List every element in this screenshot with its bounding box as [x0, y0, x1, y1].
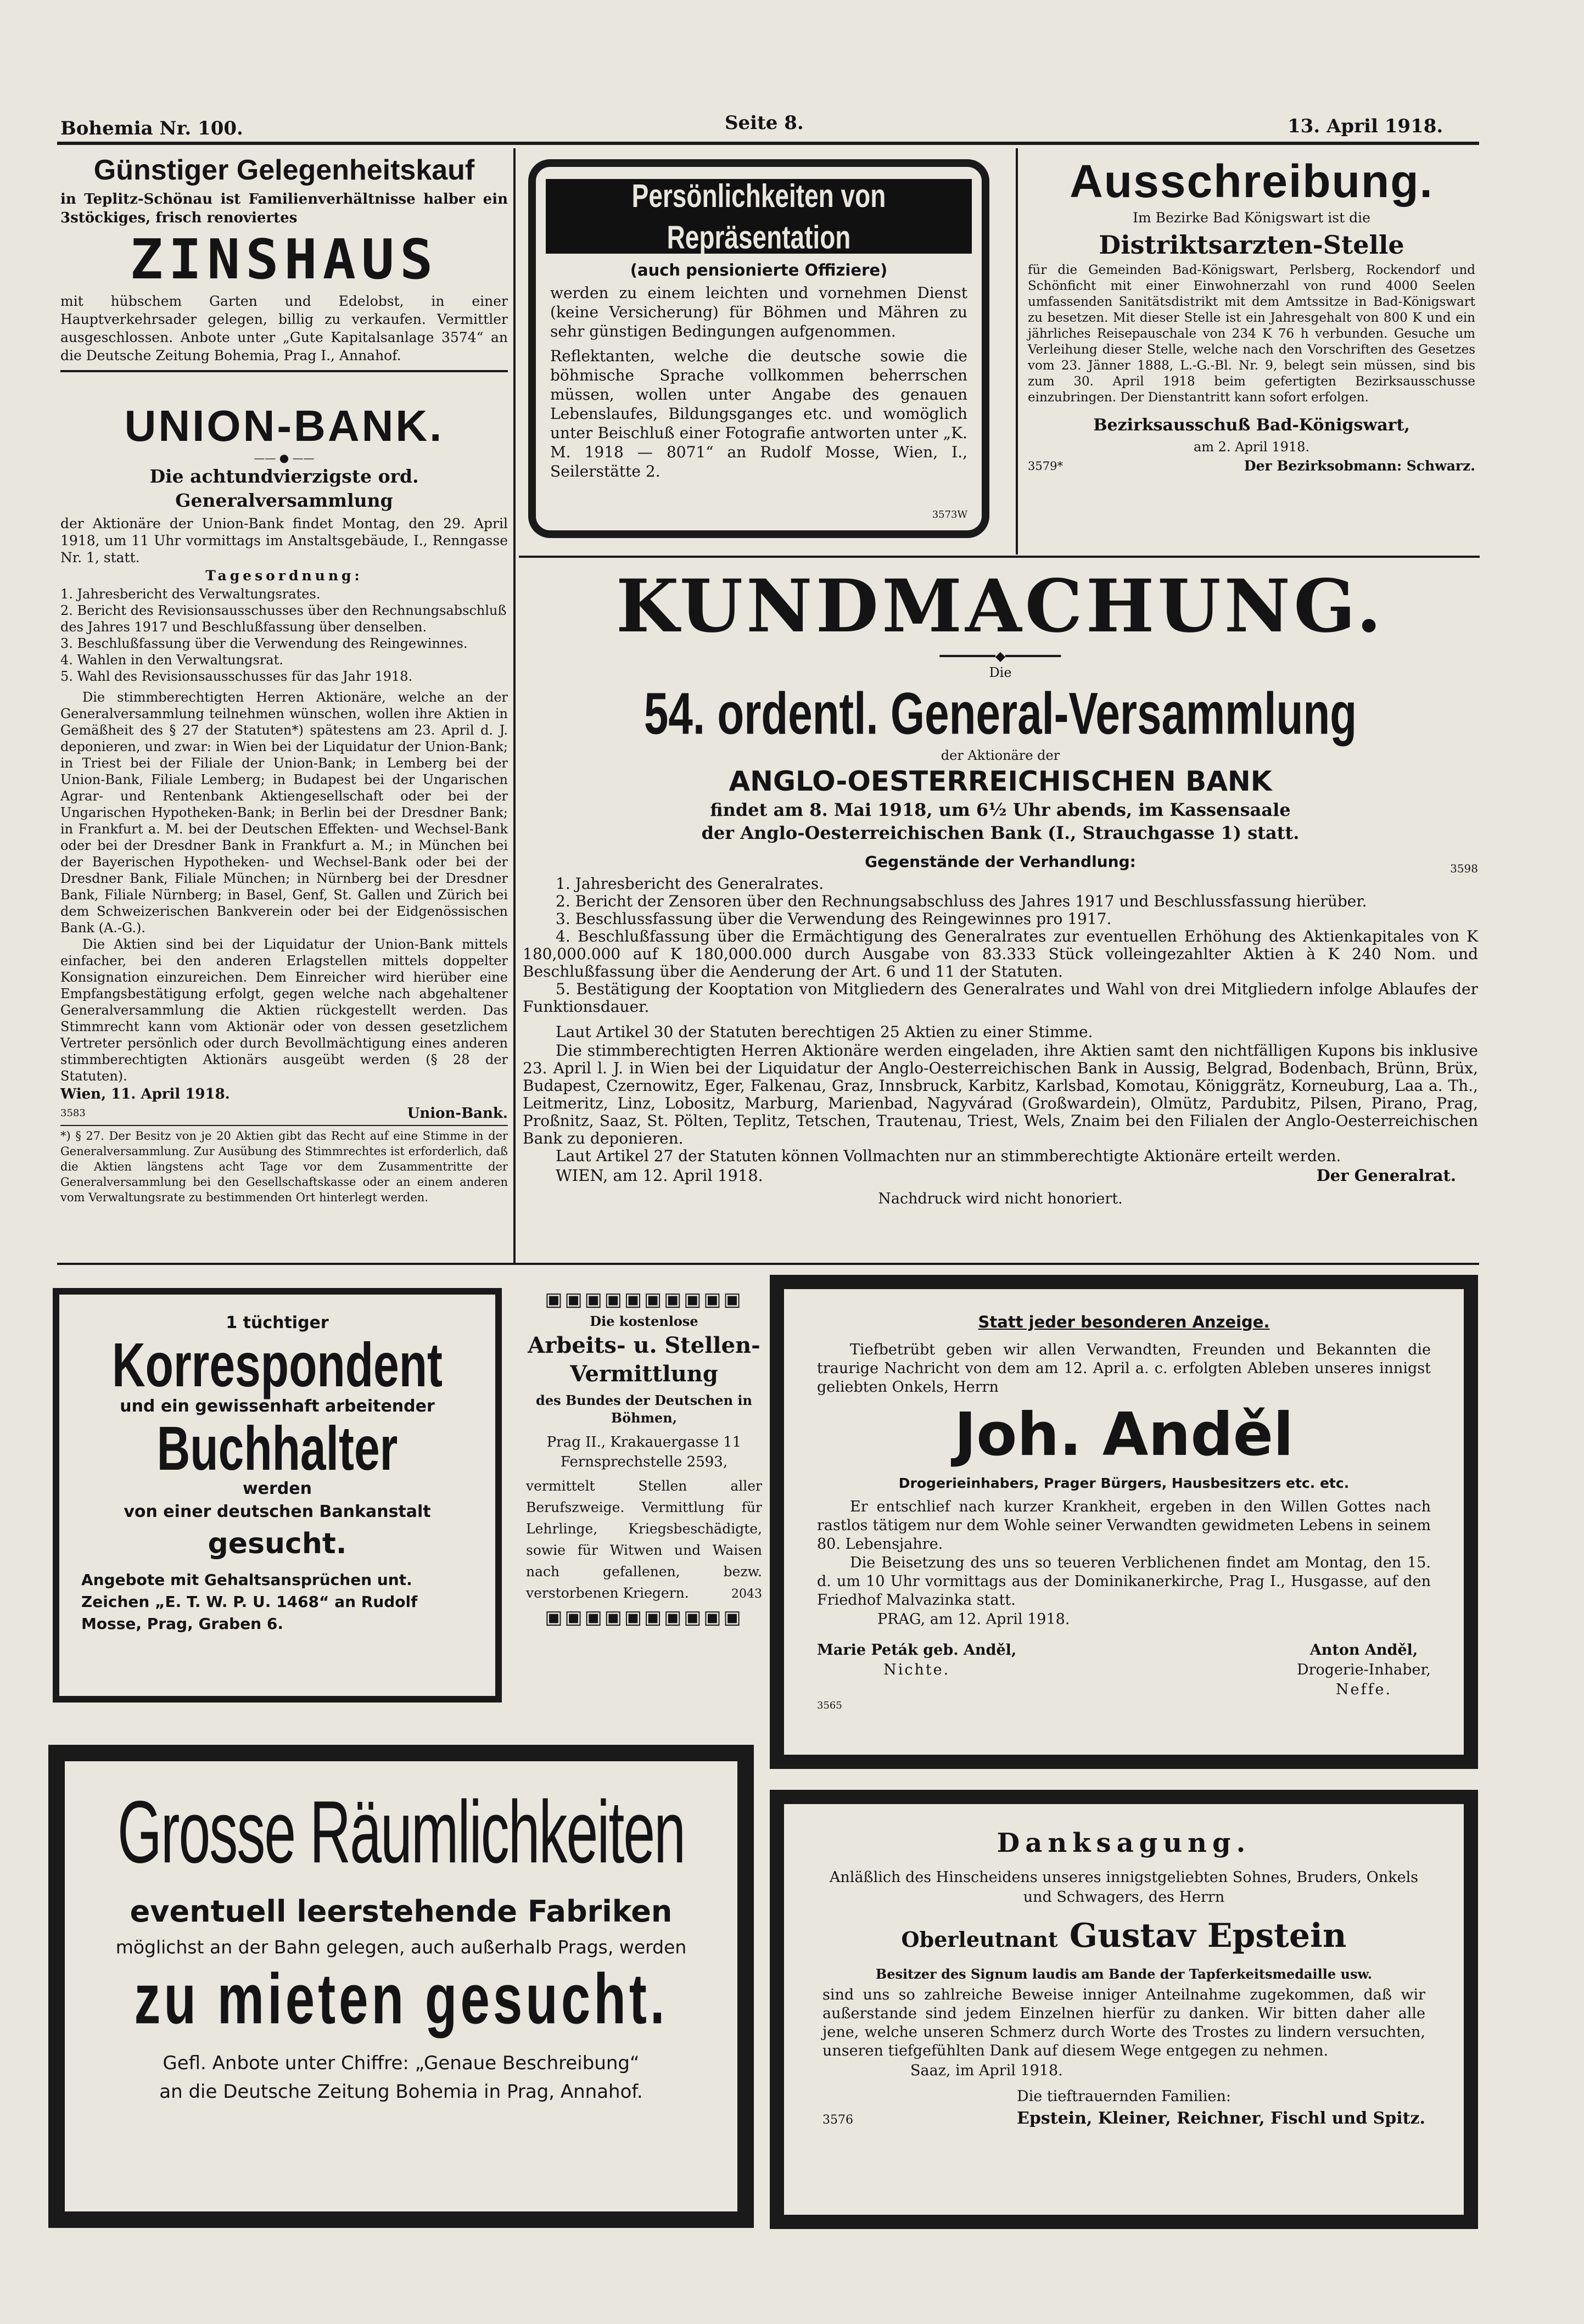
ausschreibung-ad — [1028, 154, 1475, 476]
raeumlichkeiten-title2: zu mieten gesucht. — [134, 1959, 668, 2039]
raeumlichkeiten-line2: möglichst an der Bahn gelegen, auch außerhalb Prags, werden — [115, 1936, 687, 1958]
kundmachung-line1: der Aktionäre der — [941, 748, 1060, 763]
danksagung-line-end: Die tieftrauernden Familien: — [1016, 2088, 1232, 2105]
vermittlung-body: vermittelt Stellen aller Berufszweige. Vermittlung für Lehrlinge, Kriegsbeschädigte, sowie für Witwen und Waisen nach gefallenen, bezw. verstorbenen Kriegern. — [526, 1478, 762, 1601]
ausschreibung-date: am 2. April 1918. — [1193, 439, 1310, 455]
kundmachung-note: Nachdruck wird nicht honoriert. — [878, 1190, 1123, 1207]
column-rule-right — [1016, 148, 1018, 555]
andel-banner-text: Statt jeder besonderen Anzeige. — [978, 1313, 1270, 1331]
andel-body2: Er entschlief nach kurzer Krankheit, ergeben in den Willen Gottes nach rastlos tätigem nur dem Wohle seiner Verwandten gewidmeten Lebens in seinem 80. Lebensjahre. — [817, 1498, 1431, 1553]
andel-banner — [817, 1311, 1431, 1333]
union-bank-agenda-item: 1. Jahresbericht des Verwaltungsrates. — [60, 586, 321, 602]
raeumlichkeiten-title-wrap — [89, 1783, 713, 1882]
kundmachung-para1: Laut Artikel 30 der Statuten berechtigen 25 Aktien zu einer Stimme. — [556, 1023, 1093, 1041]
andel-sig1-name: Marie Peták geb. Anděl, — [817, 1642, 1017, 1659]
kundmachung-line2: findet am 8. Mai 1918, um 6½ Uhr abends, im Kassensaale — [710, 799, 1291, 820]
raeumlichkeiten-title: Grosse Räumlichkeiten — [117, 1783, 685, 1882]
ausschreibung-title: Ausschreibung. — [1070, 155, 1434, 207]
kundmachung-die: Die — [989, 665, 1012, 680]
representation-code: 3573W — [932, 509, 967, 520]
andel-name: Joh. Anděl — [954, 1401, 1294, 1469]
korrespondent-body: Angebote mit Gehaltsansprüchen unt. Zeichen „E. T. W. P. U. 1468“ an Rudolf Mosse, Prag, Graben 6. — [81, 1571, 418, 1633]
vermittlung-pattern-top: ▣▣▣▣▣▣▣▣▣▣ — [545, 1289, 743, 1311]
union-bank-agenda-title: Tagesordnung: — [205, 568, 363, 584]
zinshaus-intro: in Teplitz-Schönau ist Familienverhältnisse halber ein 3stöckiges, frisch renoviertes — [60, 191, 508, 226]
vermittlung-code: 2043 — [731, 1587, 762, 1601]
union-bank-agenda — [60, 586, 508, 685]
kundmachung-subtitle: 54. ordentl. General-Versammlung — [643, 680, 1357, 747]
union-bank-intro: der Aktionäre der Union-Bank findet Montag, den 29. April 1918, um 11 Uhr vormittags im Anstaltsgebäude, I., Renngasse Nr. 1, statt. — [60, 516, 508, 565]
danksagung-code: 3576 — [822, 2113, 853, 2127]
andel-sig2-role: Drogerie-Inhaber, — [1296, 1661, 1431, 1678]
representation-body2: Reflektanten, welche die deutsche sowie die böhmische Sprache vollkommen beherrschen müssen, wollen unter Angabe des genauen Lebenslaufes, Bildungsganges etc. und womöglich unter Beischluß einer Fotografie antworten unter „K. M. 1918 — 8071“ an Rudolf Mosse, Wien, I., Seilerstätte 2. — [550, 347, 967, 480]
kundmachung-agenda-item: 5. Bestätigung der Kooptation von Mitgliedern des Generalrates und Wahl von drei Mitgliedern infolge Ablaufes der Funktionsdauer. — [523, 980, 1478, 1016]
raeumlichkeiten-line4: an die Deutsche Zeitung Bohemia in Prag, Annahof. — [159, 2081, 643, 2103]
kundmachung-para3: Laut Artikel 27 der Statuten können Vollmachten nur an stimmberechtigte Aktionäre erteilt werden. — [556, 1147, 1341, 1165]
kundmachung-signature: Der Generalrat. — [1316, 1166, 1456, 1185]
union-bank-agenda-item: 3. Beschlußfassung über die Verwendung des Reingewinnes. — [60, 636, 468, 651]
andel-signature-left — [817, 1640, 1016, 1700]
union-bank-agenda-item: 5. Wahl des Revisionsausschusses für das Jahr 1918. — [60, 669, 413, 684]
union-bank-code: 3583 — [60, 1107, 86, 1119]
zinshaus-ad — [60, 154, 508, 372]
danksagung-name: Gustav Epstein — [1069, 1917, 1347, 1955]
ausschreibung-closing: Der Bezirksobmann: Schwarz. — [1244, 458, 1475, 474]
union-bank-ad — [60, 401, 508, 1205]
andel-obituary — [770, 1275, 1478, 1769]
ausschreibung-sign-row — [1028, 456, 1475, 476]
kundmachung-ad — [523, 565, 1478, 1209]
danksagung-families-row — [822, 2107, 1425, 2131]
zinshaus-title-text: ZINSHAUS — [130, 227, 439, 292]
kundmachung-subtitle-wrap — [523, 681, 1478, 747]
andel-subtitle: Drogerieinhabers, Prager Bürgers, Hausbesitzers etc. etc. — [898, 1475, 1350, 1491]
korrespondent-title3: gesucht. — [208, 1527, 347, 1560]
union-bank-sign-row — [60, 1084, 508, 1104]
andel-body: Tiefbetrübt geben wir allen Verwandten, Freunden und Bekannten die traurige Nachricht von dem am 12. April a. c. erfolgten Ableben unseres innigst geliebten Onkels, Herrn — [817, 1341, 1431, 1396]
korrespondent-line4: von einer deutschen Bankanstalt — [124, 1502, 431, 1521]
danksagung-name-prefix: Oberleutnant — [901, 1927, 1058, 1952]
union-bank-ornament: —— ● —— — [254, 451, 315, 464]
korrespondent-title2: Buchhalter — [156, 1413, 398, 1483]
kundmachung-agenda-item: 4. Beschlußfassung über die Ermächtigung des Generalrates zur eventuellen Erhöhung des Aktienkapitales von K 180,000.000 auf K 180,000.000 durch Ausgabe von 83.333 Stück volleingezahlter Aktien à K 240 Nom. und Beschlußfassung über die Aenderung der Art. 6 und 11 der Statuten. — [523, 927, 1478, 981]
kundmachung-title: KUNDMACHUNG. — [615, 564, 1385, 649]
kundmachung-code: 3598 — [1450, 862, 1478, 875]
zinshaus-body: mit hübschem Garten und Edelobst, in einer Hauptverkehrsader gelegen, billig zu verkaufen. Vermittler ausgeschlossen. Anbote unter „Gute Kapitalsanlage 3574“ an die Deutsche Zeitung Bohemia, Prag I., Annahof. — [60, 293, 508, 363]
kundmachung-agenda-item: 2. Bericht der Zensoren über den Rechnungsabschluss des Jahres 1917 und Beschlussfassung hierüber. — [556, 892, 1367, 910]
union-bank-agenda-item: 2. Bericht des Revisionsausschusses über den Rechnungsabschluß des Jahres 1917 und Beschlußfassung über denselben. — [60, 603, 507, 635]
kundmachung-agenda-item: 3. Beschlussfassung über die Verwendung des Reingewinnes pro 1917. — [556, 910, 1112, 928]
representation-subtitle: (auch pensionierte Offiziere) — [630, 261, 888, 279]
union-bank-title: UNION-BANK. — [124, 401, 444, 450]
ausschreibung-subtitle: Distriktsarzten-Stelle — [1099, 230, 1404, 260]
andel-sig2-rel: Neffe. — [1335, 1681, 1392, 1698]
vermittlung-pattern-bottom: ▣▣▣▣▣▣▣▣▣▣ — [545, 1606, 743, 1628]
union-bank-footnote: *) § 27. Der Besitz von je 20 Aktien gibt das Recht auf eine Stimme in der Generalversammlung. Zur Ausübung des Stimmrechtes ist erforderlich, daß die Aktien längstens acht Tage vor dem Zusammentritte der Generalversammlung bei den Gesellschaftskasse oder an einem anderen vom Verwaltungsrate zu bestimmenden Ort hinterlegt werden. — [60, 1129, 508, 1204]
union-bank-subtitle: Die achtundvierzigste ord. Generalversammlung — [149, 466, 419, 511]
representation-ad — [528, 159, 989, 538]
danksagung-ad — [770, 1790, 1478, 2229]
korrespondent-title1-wrap — [81, 1330, 473, 1400]
column-rule-left — [513, 148, 516, 1263]
kundmachung-ornament: ━━━━━━━◆━━━━━━━ — [939, 648, 1061, 664]
union-bank-body1: Die stimmberechtigten Herren Aktionäre, welche an der Generalversammlung teilnehmen wünschen, wollen ihre Aktien in Gemäßheit des § 27 der Statuten*) spätestens am 23. April d. J. deponieren, und zwar: in Wien bei der Liquidatur der Union-Bank; in Triest bei der Filiale der Union-Bank; in Lemberg bei der Union-Bank, Filiale Lemberg; in Budapest bei der Ungarischen Agrar- und Rentenbank Aktiengesellschaft oder bei der Ungarischen Hypotheken-Bank; in Berlin bei der Dresdner Bank; in Frankfurt a. M. bei der Deutschen Effekten- und Wechsel-Bank oder bei der Dresdner Bank in Frankfurt a. M.; in München bei der Bayerischen Hypotheken- und Wechsel-Bank oder bei der Dresdner Bank, Filiale München; in Nürnberg bei der Dresdner Bank, Filiale Nürnberg; in Basel, Genf, St. Gallen und Zürich bei dem Schweizerischen Bankverein oder bei der Eidgenössischen Bank (A.-G.). — [60, 690, 508, 936]
raeumlichkeiten-title2-wrap — [89, 1961, 713, 2038]
header-rule — [57, 142, 1479, 145]
zinshaus-title — [60, 227, 508, 292]
kundmachung-agenda-item: 1. Jahresbericht des Generalrates. — [556, 875, 824, 893]
vermittlung-address: Prag II., Krakauergasse 11 Fernsprechstelle 2593, — [546, 1434, 742, 1470]
union-bank-signature-row — [60, 1104, 508, 1123]
representation-body1: werden zu einem leichten und vornehmen Dienst (keine Versicherung) für Böhmen und Mähren zu sehr günstigen Bedingungen aufgenommen. — [550, 284, 967, 340]
vermittlung-line1: Die kostenlose — [590, 1313, 698, 1329]
vermittlung-ad — [526, 1287, 762, 1629]
ausschreibung-code: 3579* — [1028, 460, 1063, 473]
korrespondent-line3: werden — [242, 1479, 312, 1498]
zinshaus-bottom-rule — [60, 370, 508, 372]
ausschreibung-line1: Im Bezirke Bad Königswart ist die — [1133, 210, 1370, 226]
andel-body3: Die Beisetzung des uns so teueren Verblichenen findet am Montag, den 15. d. um 10 Uhr vormittags aus der Dominikanerkirche, Prag I., Husgasse, auf den Friedhof Malvazinka statt. — [817, 1554, 1431, 1609]
union-bank-signature: Union-Bank. — [407, 1105, 508, 1122]
kundmachung-para2: Die stimmberechtigten Herren Aktionäre werden eingeladen, ihre Aktien samt den nichtfälligen Kupons bis inklusive 23. April l. J. in Wien bei der Liquidatur der Anglo-Oesterreichischen Bank in Aussig, Belgrad, Bodenbach, Brünn, Brüx, Budapest, Czernowitz, Eger, Falkenau, Graz, Innsbruck, Karbitz, Karlsbad, Komotau, Königgrätz, Korneuburg, Laa a. Th., Leitmeritz, Linz, Lobositz, Marburg, Marienbad, Nagyvárad (Großwardein), Olmütz, Pardubitz, Pilsen, Pirano, Prag, Proßnitz, Saaz, St. Pölten, Teplitz, Tetschen, Trautenau, Triest, Wels, Znaim bei den Filialen der Anglo-Oesterreichischen Bank zu deponieren. — [523, 1041, 1478, 1147]
kundmachung-agenda-title: Gegenstände der Verhandlung: — [865, 853, 1136, 871]
korrespondent-title2-wrap — [81, 1413, 473, 1483]
union-bank-footnote-rule — [60, 1125, 508, 1126]
korrespondent-line1: 1 tüchtiger — [226, 1313, 329, 1332]
horizontal-rule-mid — [57, 1263, 1479, 1265]
danksagung-body: Anläßlich des Hinscheidens unseres innigstgeliebten Sohnes, Bruders, Onkels und Schwagers, des Herrn — [829, 1869, 1419, 1906]
korrespondent-title1: Korrespondent — [111, 1330, 443, 1400]
andel-code: 3565 — [817, 1700, 842, 1711]
zinshaus-headline: Günstiger Gelegenheitskauf — [93, 154, 475, 186]
ausschreibung-body: für die Gemeinden Bad-Königswart, Perlsberg, Rockendorf und Schönficht mit einer Einwohnerzahl von rund 4000 Seelen umfassenden Sanitätsdistrikt mit dem Amtssitze in Bad-Königswart zu besetzen. Mit dieser Stelle ist ein Jahresgehalt von 800 K und ein jährliches Reisepauschale von 234 K 76 h verbunden. Gesuche um Verleihung dieser Stelle, welche nach den Vorschriften des Gesetzes vom 23. Jänner 1888, L.-G.-Bl. Nr. 9, belegt sein müssen, sind bis zum 30. April 1918 beim gefertigten Bezirksausschusse einzubringen. Der Dienstantritt kann sofort erfolgen. — [1028, 263, 1475, 405]
header-right: 13. April 1918. — [1288, 115, 1443, 137]
representation-title-bar — [546, 179, 972, 254]
andel-sig1-role: Nichte. — [883, 1661, 950, 1678]
union-bank-place-date: Wien, 11. April 1918. — [60, 1086, 230, 1102]
danksagung-body2: sind uns so zahlreiche Beweise inniger Anteilnahme zugekommen, daß wir außerstande sind jedem Einzelnen hierfür zu danken. Wir bitten daher alle jene, welche unseren Schmerz durch Worte des Trostes zu lindern versuchten, unseren tiefgefühlten Dank auf diesem Wege entgegen zu nehmen. — [822, 1986, 1425, 2059]
danksagung-place-date: Saaz, im April 1918. — [910, 2062, 1063, 2079]
representation-title: Persönlichkeiten von Repräsentation — [631, 177, 886, 256]
vermittlung-title: Arbeits- u. Stellen-Vermittlung — [528, 1332, 760, 1387]
danksagung-title: Danksagung. — [997, 1828, 1251, 1858]
union-bank-body2: Die Aktien sind bei der Liquidatur der Union-Bank mittels einfacher, bei den anderen Erlagstellen mittels doppelter Konsignation einzureichen. Dem Einreicher wird hierüber eine Empfangsbestätigung erfolgt, gegen welche nach abgehaltener Generalversammlung die Aktien rückgestellt werden. Das Stimmrecht kann vom Aktionär oder von dessen gesetzlichem Vertreter persönlich oder durch Bevollmächtigung eines anderen stimmberechtigten Aktionärs ausgeübt werden (§ 28 der Statuten). — [60, 937, 508, 1084]
kundmachung-place-date: WIEN, am 12. April 1918. — [556, 1166, 763, 1185]
header-left: Bohemia Nr. 100. — [60, 117, 243, 139]
andel-place-date: PRAG, am 12. April 1918. — [877, 1611, 1070, 1628]
raeumlichkeiten-line3: Gefl. Anbote unter Chiffre: „Genaue Beschreibung“ — [163, 2052, 640, 2074]
andel-signature-right — [1297, 1640, 1431, 1700]
danksagung-families: Epstein, Kleiner, Reichner, Fischl und Spitz. — [1017, 2109, 1425, 2128]
danksagung-name-row — [822, 1915, 1425, 1965]
kundmachung-line3: der Anglo-Oesterreichischen Bank (I., Strauchgasse 1) statt. — [701, 822, 1300, 843]
ausschreibung-signer: Bezirksausschuß Bad-Königswart, — [1093, 416, 1410, 435]
horizontal-rule-kundmachung — [519, 556, 1480, 558]
korrespondent-line2: und ein gewissenhaft arbeitender — [120, 1397, 435, 1416]
raeumlichkeiten-line1: eventuell leerstehende Fabriken — [130, 1894, 673, 1929]
raeumlichkeiten-ad — [48, 1745, 754, 2228]
danksagung-subtitle: Besitzer des Signum laudis am Bande der Tapferkeitsmedaille usw. — [875, 1966, 1373, 1982]
header-center: Seite 8. — [725, 112, 804, 134]
kundmachung-sign-row — [523, 1165, 1478, 1186]
union-bank-agenda-item: 4. Wahlen in den Verwaltungsrat. — [60, 652, 283, 668]
vermittlung-line2: des Bundes der Deutschen in Böhmen, — [536, 1392, 752, 1426]
korrespondent-ad — [53, 1288, 502, 1703]
andel-signatures — [817, 1640, 1431, 1700]
andel-sig2-name: Anton Anděl, — [1309, 1642, 1418, 1659]
kundmachung-bank: ANGLO-OESTERREICHISCHEN BANK — [729, 765, 1272, 797]
kundmachung-agenda — [523, 875, 1478, 1016]
